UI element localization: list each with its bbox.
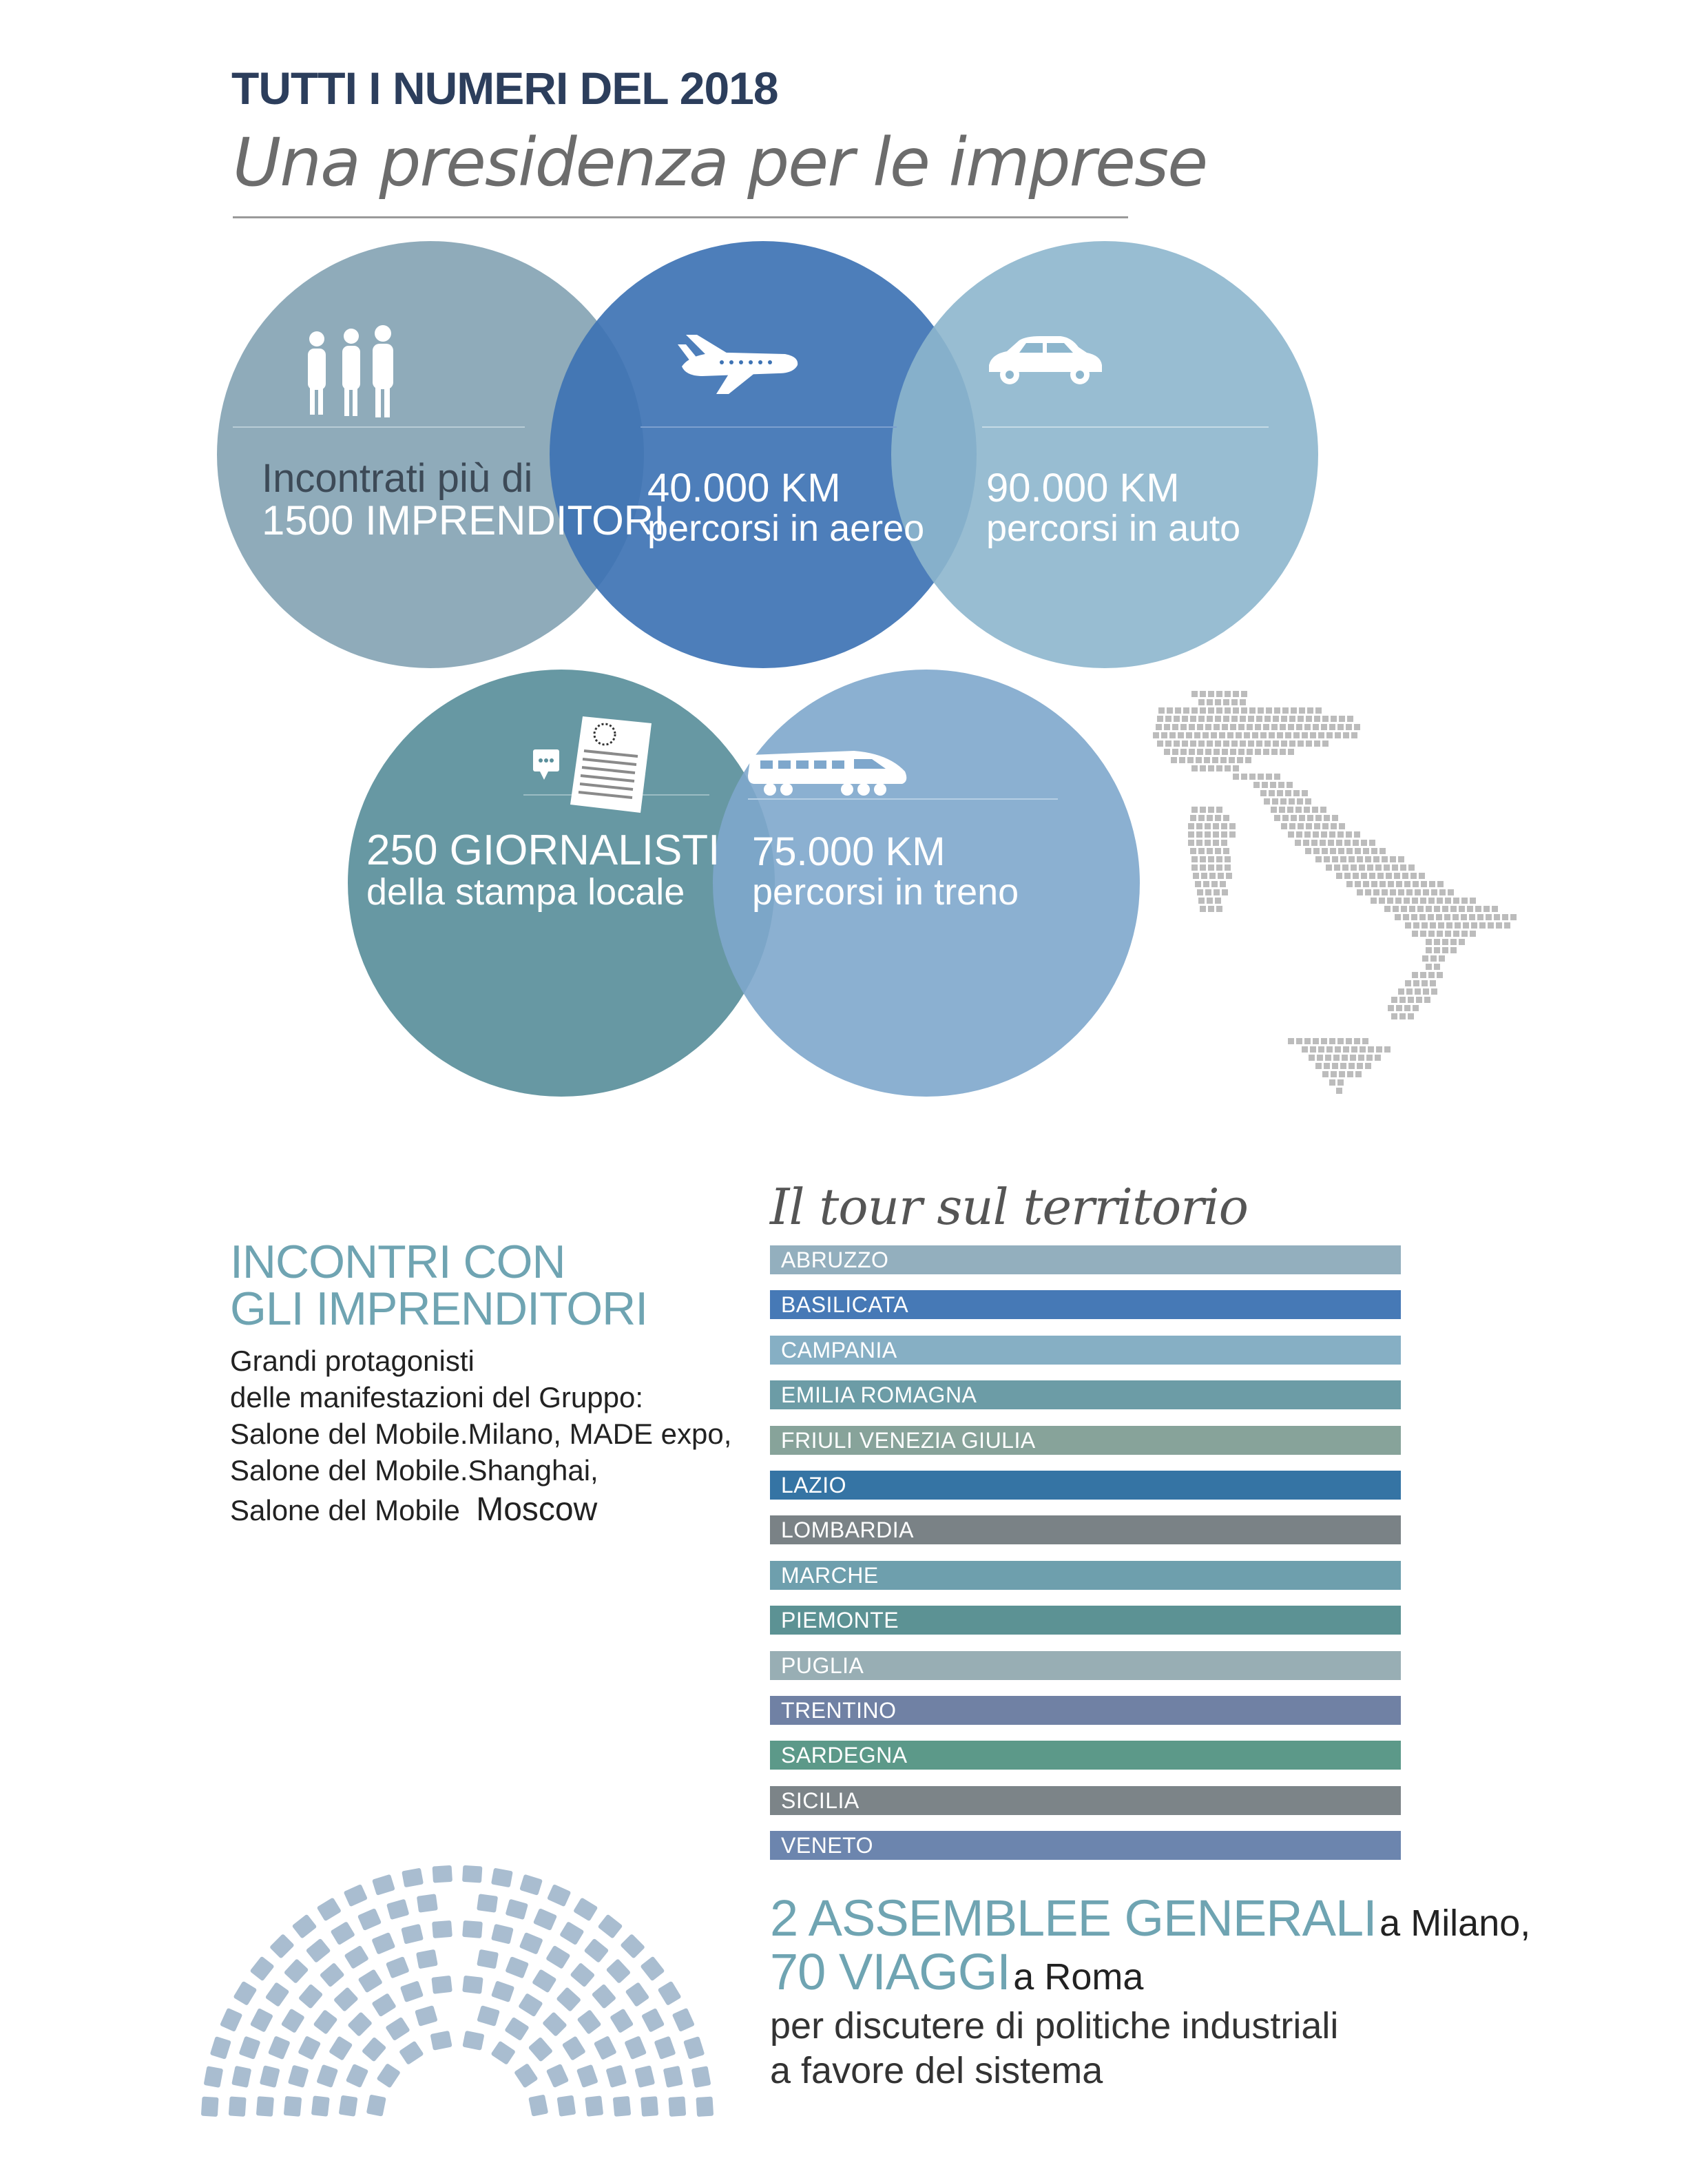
stat-meet-line1: Incontrati più di — [262, 456, 533, 501]
tour-title: Il tour sul territorio — [770, 1178, 1249, 1236]
page-title: TUTTI I NUMERI DEL 2018 — [231, 63, 778, 114]
stat-press-line1: 250 GIORNALISTI — [366, 827, 720, 874]
meetings-desc-city: Moscow — [476, 1491, 598, 1528]
trips-count: 70 VIAGGI — [770, 1942, 1010, 2000]
region-bar: BASILICATA — [770, 1290, 1401, 1319]
stat-meet-line2: 1500 IMPRENDITORI — [262, 497, 665, 543]
stat-air-line1: 40.000 KM — [647, 466, 841, 510]
meetings-desc-line: delle manifestazioni del Gruppo: — [230, 1380, 644, 1413]
stat-air — [647, 468, 924, 547]
page-subtitle: Una presidenza per le imprese — [233, 124, 1207, 201]
region-bar: LOMBARDIA — [770, 1515, 1401, 1544]
meetings-description — [230, 1343, 731, 1531]
region-bar: PIEMONTE — [770, 1606, 1401, 1635]
assembly-place: a Milano, — [1379, 1903, 1531, 1944]
meetings-desc-last — [230, 1489, 731, 1531]
region-bar: CAMPANIA — [770, 1336, 1401, 1365]
meetings-title-line1: INCONTRI CON — [230, 1236, 565, 1288]
assembly-line2 — [770, 1942, 1530, 2000]
meetings-desc-line: Grandi protagonisti — [230, 1345, 475, 1377]
italy-map-icon — [1150, 686, 1522, 1113]
region-bar: EMILIA ROMAGNA — [770, 1380, 1401, 1409]
stat-train-line2: percorsi in treno — [752, 871, 1019, 913]
region-bar: SICILIA — [770, 1786, 1401, 1815]
trips-place: a Roma — [1013, 1956, 1144, 1998]
stat-press-line2: della stampa locale — [366, 871, 685, 913]
region-bar: MARCHE — [770, 1561, 1401, 1590]
stat-auto-line2: percorsi in auto — [986, 508, 1241, 549]
region-bar: PUGLIA — [770, 1651, 1401, 1680]
stat-train — [752, 829, 1019, 913]
stat-air-line2: percorsi in aereo — [647, 508, 925, 549]
region-bar: ABRUZZO — [770, 1245, 1401, 1274]
region-bar: SARDEGNA — [770, 1741, 1401, 1770]
meetings-desc-line: Salone del Mobile.Shanghai, — [230, 1453, 598, 1486]
assembly-desc-line2: a favore del sistema — [770, 2050, 1103, 2092]
region-bar: LAZIO — [770, 1471, 1401, 1500]
meetings-desc-line: Salone del Mobile.Milano, MADE expo, — [230, 1417, 732, 1450]
assembly-line1 — [770, 1889, 1531, 1947]
meetings-title-line2: GLI IMPRENDITORI — [230, 1283, 648, 1335]
assembly-desc-line1: per discutere di politiche industriali — [770, 2005, 1339, 2047]
parliament-icon — [147, 1846, 767, 2122]
stat-train-line1: 75.000 KM — [752, 829, 946, 874]
meetings-desc-prefix: Salone del Mobile — [230, 1493, 460, 1526]
meetings-title — [230, 1236, 648, 1335]
stat-auto — [986, 468, 1240, 547]
region-bar: TRENTINO — [770, 1696, 1401, 1725]
region-bar: FRIULI VENEZIA GIULIA — [770, 1426, 1401, 1455]
assembly-count: 2 ASSEMBLEE GENERALI — [770, 1889, 1377, 1947]
region-bar: VENETO — [770, 1831, 1401, 1860]
assembly-block — [770, 1889, 1531, 2093]
stat-meet — [262, 456, 665, 543]
stat-press — [366, 829, 720, 911]
circle-auto — [891, 241, 1318, 668]
stat-auto-line1: 90.000 KM — [986, 466, 1180, 510]
